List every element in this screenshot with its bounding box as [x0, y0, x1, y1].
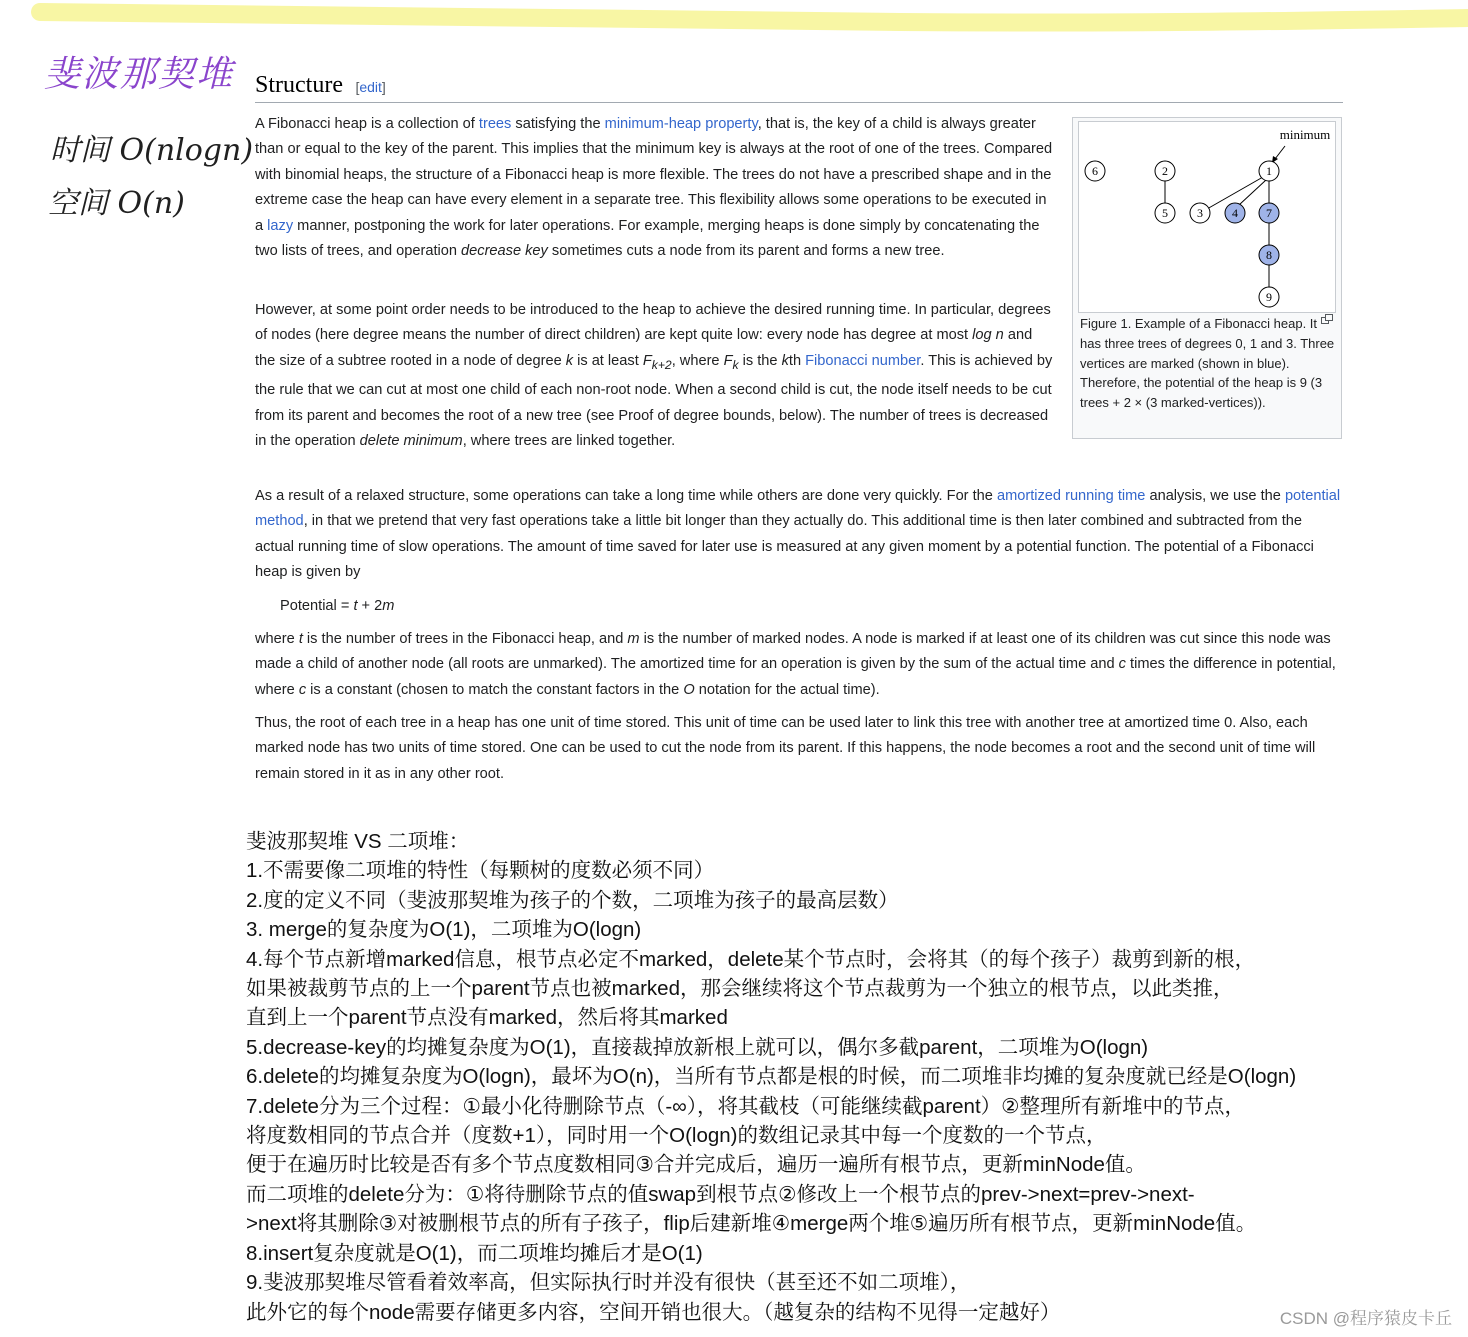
- edit-link[interactable]: edit: [359, 79, 382, 95]
- wiki-link[interactable]: minimum-heap property: [604, 116, 758, 132]
- edit-section: [355, 79, 385, 95]
- edit-bracket-close: ]: [381, 79, 386, 95]
- note-line: 如果被裁剪节点的上一个parent节点也被marked，那会继续将这个节点裁剪为一个独立的根节点，以此类推，: [246, 977, 1234, 1001]
- note-line: 直到上一个parent节点没有marked，然后将其marked: [246, 1006, 728, 1030]
- paragraph-structure-intro: [255, 112, 1055, 264]
- paragraph-degree-bounds: [255, 298, 1055, 454]
- note-line: 1.不需要像二项堆的特性（每颗树的度数必须不同）: [246, 859, 715, 883]
- text-run: notation for the actual time).: [694, 681, 880, 698]
- edge-1-4: [1239, 180, 1266, 205]
- italic-term: log n: [972, 327, 1004, 344]
- svg-text:5: 5: [1162, 206, 1168, 220]
- wiki-link[interactable]: amortized running time: [996, 488, 1146, 504]
- text-run: manner, postponing the work for later operations. For example, merging heaps is done simply by concatenating the two lists of trees, and operation: [255, 217, 1040, 260]
- minimum-label: minimum: [1279, 127, 1331, 142]
- note-line: 6.delete的均摊复杂度为O(logn)，最坏为O(n)，当所有节点都是根的时候，而二项堆非均摊的复杂度就已经是O(logn): [246, 1065, 1297, 1089]
- section-title: Structure: [255, 72, 343, 98]
- text-run: , where trees are linked together.: [462, 432, 676, 449]
- note-line: 而二项堆的delete分为：①将待删除节点的值swap到根节点②修改上一个根节点的prev->next=prev->next-: [246, 1182, 1195, 1206]
- svg-text:9: 9: [1266, 290, 1272, 304]
- text-run: satisfying the: [511, 116, 605, 132]
- text-run: + 2: [357, 598, 383, 614]
- handwritten-space-complexity: 空间 O(n): [48, 186, 185, 221]
- note-line: 将度数相同的节点合并（度数+1），同时用一个O(logn)的数组记录其中每一个度数的一个节点，: [246, 1124, 1107, 1148]
- watermark: CSDN @程序猿皮卡丘: [1279, 1309, 1452, 1328]
- note-line: 9.斐波那契堆尽管看着效率高，但实际执行时并没有很快（甚至还不如二项堆），: [246, 1271, 971, 1295]
- italic-term: c: [1118, 656, 1126, 673]
- note-line: 3. merge的复杂度为O(1)，二项堆为O(logn): [246, 918, 642, 942]
- italic-term: O: [683, 681, 695, 698]
- node-1: [1259, 161, 1279, 181]
- note-line: 4.每个节点新增marked信息，根节点必定不marked，delete某个节点时，会将其（的每个孩子）裁剪到新的根，: [246, 947, 1256, 971]
- text-run: Thus, the root of each tree in a heap has one unit of time stored. This unit of time can be used later to link this tree with another tree at amortized time 0. Also, each marked node has two units of time stored. One can be used to cut the node from its parent. If this happens, the node becomes a root and the second unit of time will remain stored in it as in any other root.: [255, 715, 1316, 782]
- wiki-link[interactable]: trees: [478, 116, 512, 132]
- italic-term: m: [627, 631, 640, 647]
- note-line: 7.delete分为三个过程：①最小化待删除节点（-∞），将其截枝（可能继续截parent）②整理所有新堆中的节点，: [246, 1094, 1246, 1118]
- text-run: is a constant (chosen to match the constant factors in the: [306, 681, 684, 698]
- text-run: where: [255, 631, 299, 647]
- wiki-link[interactable]: Fibonacci number: [805, 352, 921, 369]
- note-line: 2.度的定义不同（斐波那契堆为孩子的个数，二项堆为孩子的最高层数）: [246, 888, 899, 912]
- italic-term: m: [382, 598, 395, 614]
- highlighter-stroke: [0, 0, 1468, 40]
- note-line: 5.decrease-key的均摊复杂度为O(1)，直接裁掉放新根上就可以，偶尔多截parent，二项堆为O(logn): [246, 1035, 1149, 1059]
- text-run: times the difference in potential, where: [255, 656, 1336, 698]
- note-line: 8.insert复杂度就是O(1)，而二项堆均摊后才是O(1): [246, 1241, 703, 1265]
- handwritten-time-complexity: 时间 O(nlogn): [50, 133, 254, 168]
- svg-text:2: 2: [1162, 164, 1168, 178]
- text-run: A Fibonacci heap is a collection of: [255, 116, 479, 132]
- text-run: analysis, we use the: [1145, 488, 1285, 504]
- svg-text:4: 4: [1232, 206, 1238, 220]
- paragraph-potential-definition: [255, 627, 1345, 703]
- note-line: 便于在遍历时比较是否有多个节点度数相同③合并完成后，遍历一遍所有根节点，更新minNode值。: [246, 1153, 1146, 1177]
- svg-text:3: 3: [1197, 206, 1203, 220]
- text-run: is at least: [573, 352, 643, 369]
- subscript: k+2: [651, 357, 672, 372]
- italic-term: F: [642, 352, 652, 369]
- note-line: 此外它的每个node需要存储更多内容，空间开销也很大。（越复杂的结构不见得一定越好）: [246, 1300, 1061, 1324]
- text-run: is the: [738, 352, 782, 369]
- paragraph-time-stored: [255, 711, 1345, 787]
- text-run: is the number of marked nodes. A node is marked if at least one of its children was cut since this node was made a child of another node (all roots are unmarked). The amortized time for an operation is given by the sum of the actual time and: [255, 631, 1331, 673]
- section-heading: [255, 72, 1343, 103]
- figure-thumbnail: [1072, 117, 1342, 439]
- text-run: and the size of a subtree rooted in a node of degree: [255, 327, 1033, 369]
- node-8-marked: [1259, 245, 1279, 265]
- svg-text:8: 8: [1266, 248, 1272, 262]
- node-2: [1155, 161, 1175, 181]
- node-5: [1155, 203, 1175, 223]
- wiki-link[interactable]: lazy: [267, 217, 294, 234]
- node-4-marked: [1225, 203, 1245, 223]
- edit-bracket-open: [: [355, 79, 360, 95]
- text-run: , where: [671, 352, 724, 369]
- handwritten-title: 斐波那契堆: [44, 54, 235, 95]
- italic-term: F: [723, 352, 733, 369]
- italic-term: k: [781, 352, 789, 369]
- figure-caption: Figure 1. Example of a Fibonacci heap. It has three trees of degrees 0, 1 and 3. Three vertices are marked (shown in blue). Therefore, the potential of the heap is 9 (3 trees + 2 × (3 marked-vertices)).: [1080, 316, 1335, 411]
- italic-term: decrease key: [461, 243, 548, 260]
- italic-term: c: [298, 681, 307, 698]
- wiki-link[interactable]: potential method: [255, 488, 1341, 530]
- comparison-notes: [246, 827, 1446, 1327]
- italic-term: t: [353, 598, 358, 614]
- node-9: [1259, 287, 1279, 307]
- text-run: Potential =: [280, 598, 354, 614]
- node-7-marked: [1259, 203, 1279, 223]
- paragraph-amortized-analysis: [255, 484, 1345, 586]
- text-run: sometimes cuts a node from its parent and forms a new tree.: [547, 243, 945, 260]
- node-6: [1085, 161, 1105, 181]
- node-3: [1190, 203, 1210, 223]
- svg-text:1: 1: [1266, 164, 1272, 178]
- text-run: , in that we pretend that very fast operations take a little bit longer than they actually do. This additional time is then later combined and subtracted from the actual running time of slow operations. The amount of time saved for later use is measured at any given moment by a potential function. The potential of a Fibonacci heap is given by: [255, 513, 1314, 581]
- text-run: As a result of a relaxed structure, some operations can take a long time while others are done very quickly. For the: [255, 488, 997, 504]
- text-run: is the number of trees in the Fibonacci heap, and: [302, 631, 628, 647]
- text-run: , that is, the key of a child is always greater than or equal to the key of the parent. This implies that the minimum key is always at the root of one of the trees. Compared with binomial heaps, the structure of a Fibonacci heap is more flexible. The trees do not have a prescribed shape and in the extreme case the heap can have every element in a separate tree. This flexibility allows some operations to be executed in a: [255, 116, 1053, 234]
- italic-term: delete minimum: [359, 432, 463, 449]
- text-run: th: [788, 352, 806, 369]
- svg-text:6: 6: [1092, 164, 1098, 178]
- minimum-pointer-arrow: [1275, 146, 1285, 159]
- italic-term: k: [565, 352, 574, 369]
- note-line: 斐波那契堆 VS 二项堆：: [246, 830, 470, 853]
- svg-text:7: 7: [1266, 206, 1272, 220]
- text-run: . This is achieved by the rule that we can cut at most one child of each non-root node. When a second child is cut, the node itself needs to be cut from its parent and becomes the root of a new tree (see Proof of degree bounds, below). The number of trees is decreased in the operation: [255, 352, 1053, 449]
- subscript: k: [732, 357, 739, 372]
- fibonacci-heap-diagram[interactable]: [1078, 121, 1336, 313]
- italic-term: t: [298, 631, 303, 647]
- potential-formula: [280, 594, 394, 619]
- note-line: >next将其删除③对被删根节点的所有子孩子，flip后建新堆④merge两个堆⑤遍历所有根节点，更新minNode值。: [246, 1212, 1257, 1236]
- text-run: However, at some point order needs to be introduced to the heap to achieve the desired running time. In particular, degrees of nodes (here degree means the number of direct children) are kept quite low: every node has degree at most: [255, 302, 1051, 344]
